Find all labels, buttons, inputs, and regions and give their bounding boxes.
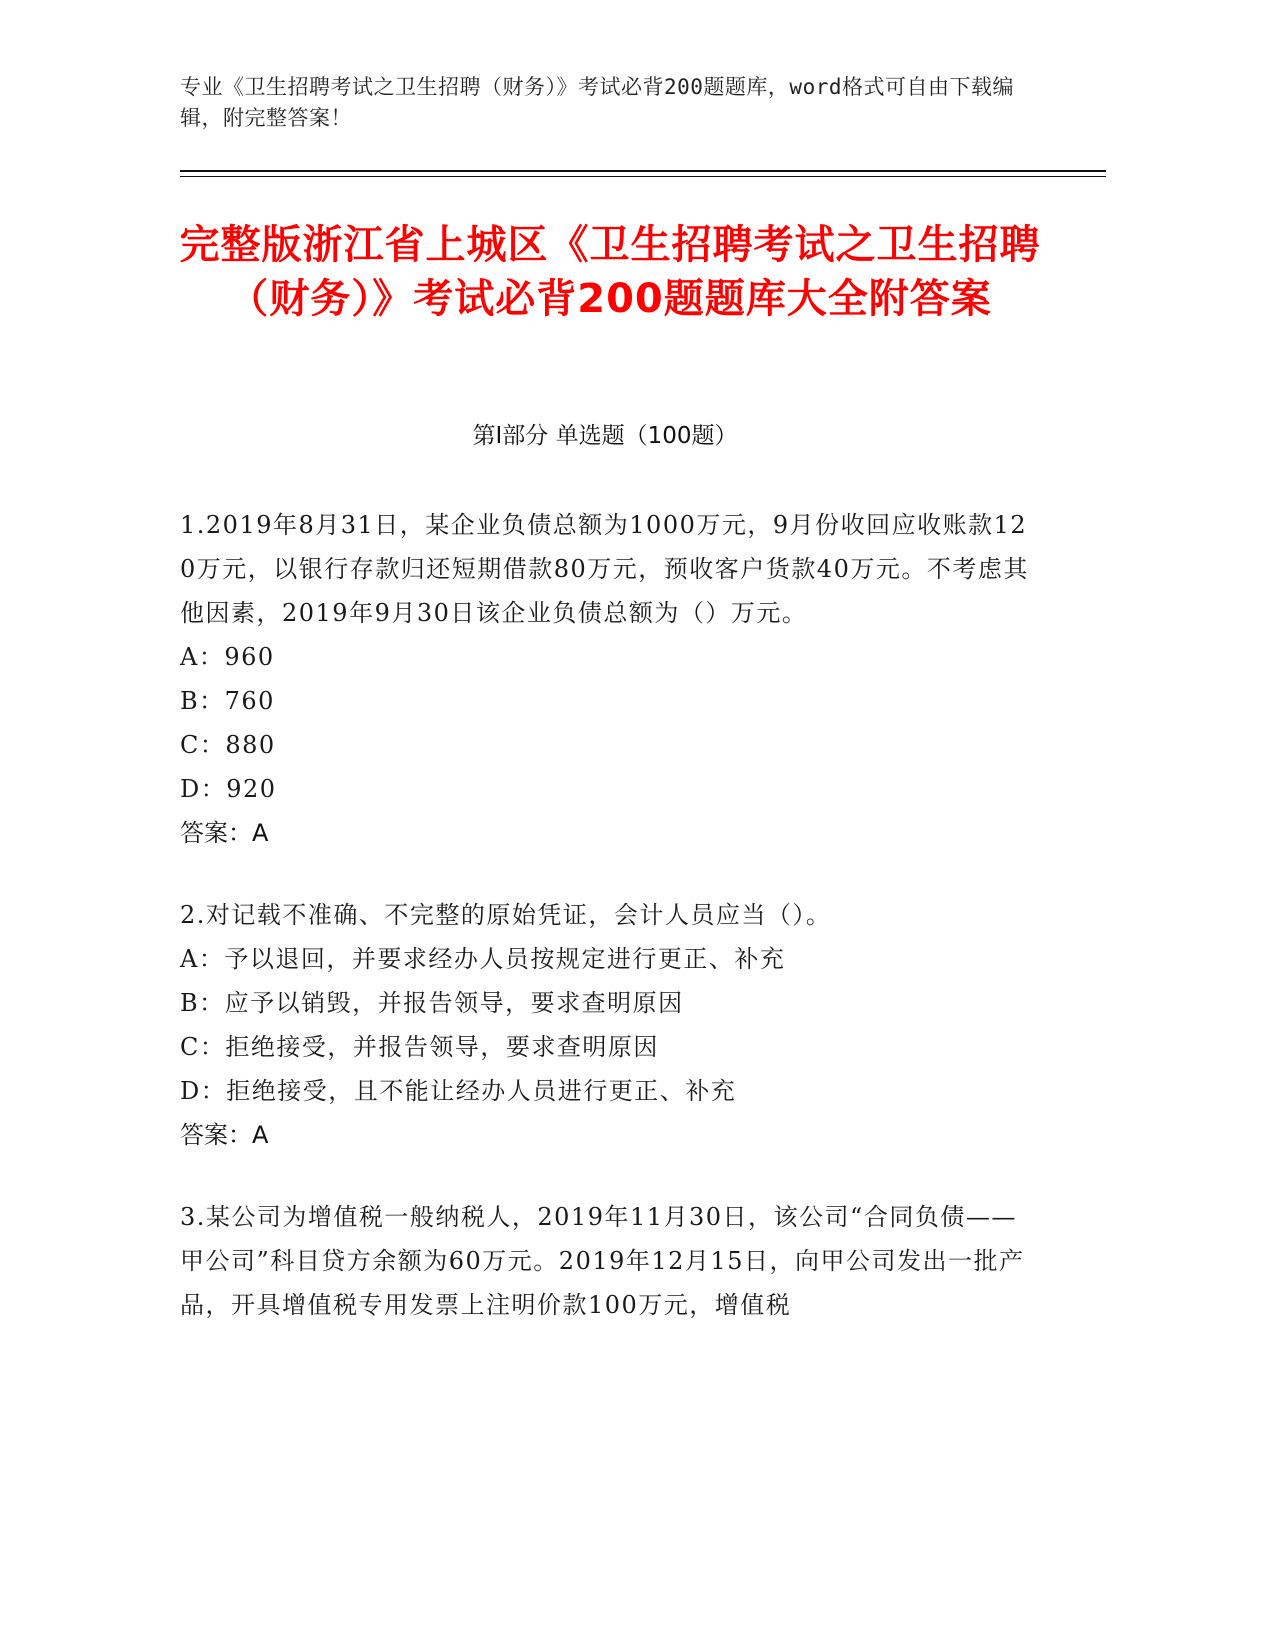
question-stem: 1.2019年8月31日，某企业负债总额为1000万元，9月份收回应收账款120万元，以银行存款归还短期借款80万元，预收客户货款40万元。不考虑其他因素，2019年9月30日该企业负债总额为（）万元。 [180,511,1029,627]
option-d: D：920 [180,775,277,803]
answer-line: 答案：A [180,1121,269,1149]
header-note: 专业《卫生招聘考试之卫生招聘（财务）》考试必背200题题库，word格式可自由下载编辑，附完整答案！ [180,75,1014,130]
option-b: B：应予以销毁，并报告领导，要求查明原因 [180,989,684,1017]
section-heading: 第Ⅰ部分 单选题（100题） [472,423,738,449]
question-stem: 2.对记载不准确、不完整的原始凭证，会计人员应当（）。 [180,901,832,929]
document-title: 完整版浙江省上城区《卫生招聘考试之卫生招聘（财务）》考试必背200题题库大全附答案 [179,222,1041,322]
header-divider-thin [180,176,1106,177]
option-b: B：760 [180,687,275,715]
header-divider-thick [180,170,1106,172]
option-a: A：予以退回，并要求经办人员按规定进行更正、补充 [180,945,786,973]
option-a: A：960 [180,643,275,671]
question-2 [180,893,1040,1157]
question-list [180,503,1040,1365]
question-3 [180,1195,1040,1327]
answer-line: 答案：A [180,819,269,847]
option-c: C：880 [180,731,276,759]
option-d: D：拒绝接受，且不能让经办人员进行更正、补充 [180,1077,737,1105]
question-1 [180,503,1040,855]
option-c: C：拒绝接受，并报告领导，要求查明原因 [180,1033,659,1061]
question-stem: 3.某公司为增值税一般纳税人，2019年11月30日，该公司“合同负债——甲公司”科目贷方余额为60万元。2019年12月15日，向甲公司发出一批产品，开具增值税专用发票上注明价款100万元，增值税 [180,1203,1025,1319]
